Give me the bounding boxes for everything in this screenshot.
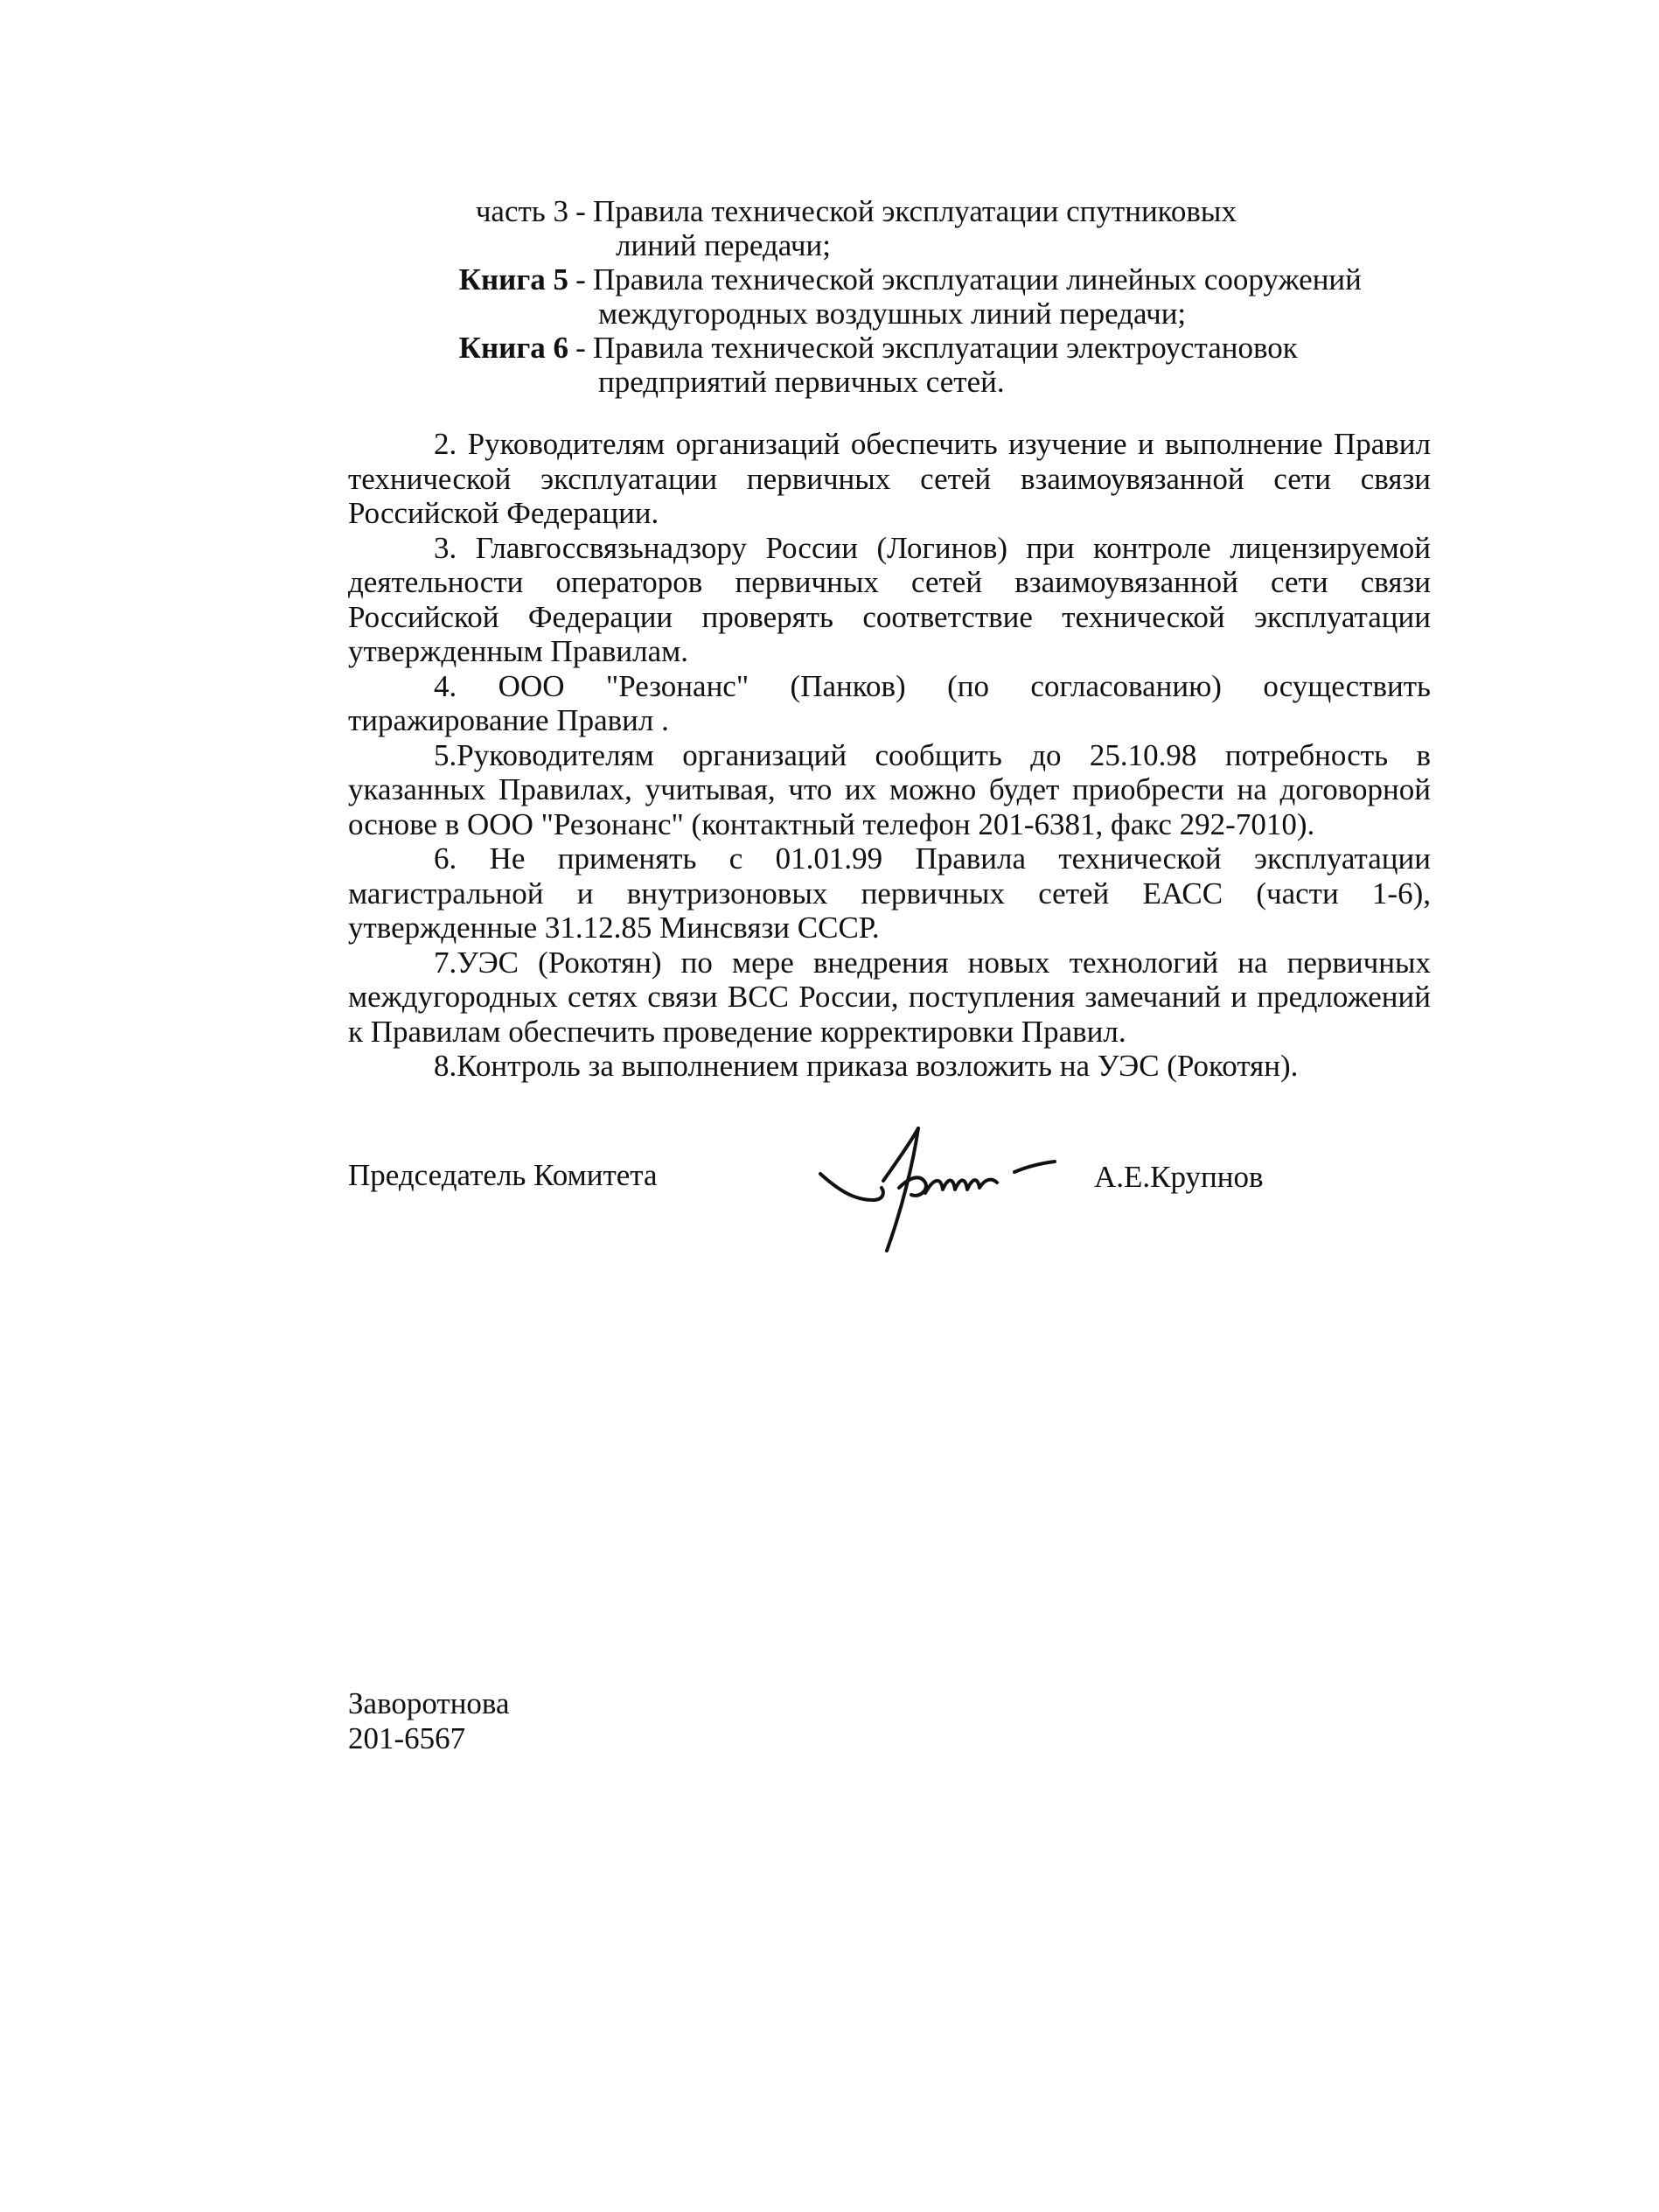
signer-title: Председатель Комитета [348,1158,658,1192]
list-item-text [593,331,1452,399]
list-item [437,331,1452,399]
clause-paragraph: 5.Руководителям организаций сообщить до 25.10.98 потребность в указанных Правилах, учитывая, что их можно будет приобрести на договорной основе в ООО "Резонанс" (контактный телефон 201-6381, факс 292-7010). [348,737,1431,841]
list-item-line: линий передачи; [616,228,831,262]
clause-paragraph: 4. ООО "Резонанс" (Панков) (по согласованию) осуществить тиражирование Правил . [348,668,1431,737]
rules-book-list [437,194,1452,399]
list-item-dash: - [575,331,586,365]
list-item-text [593,194,1452,262]
list-item-label: Книга 5 [458,262,568,297]
list-item [437,194,1452,262]
signature-block [348,1146,1432,1268]
list-item [437,262,1452,331]
list-item-line: Правила технической эксплуатации электроустановок [593,331,1298,365]
clause-paragraph: 8.Контроль за выполнением приказа возложить на УЭС (Рокотян). [434,1049,1299,1083]
list-item-label: часть 3 [475,194,568,228]
list-item-label: Книга 6 [458,331,568,365]
executor-contact [348,1686,510,1756]
list-item-dash: - [575,194,586,228]
list-item-line: междугородных воздушных линий передачи; [598,297,1187,331]
list-item-line: Правила технической эксплуатации линейных сооружений [593,262,1362,297]
list-item-line: Правила технической эксплуатации спутниковых [593,194,1237,228]
list-item-line: предприятий первичных сетей. [598,365,1005,399]
clause-paragraph: 7.УЭС (Рокотян) по мере внедрения новых технологий на первичных междугородных сетях связи ВСС России, поступления замечаний и предложений к Правилам обеспечить проведение корректировки Правил. [348,945,1431,1049]
order-clauses [348,427,1431,1084]
handwritten-signature [812,1120,1074,1260]
clause-paragraph: 3. Главгоссвязьнадзору России (Логинов) при контроле лицензируемой деятельности операторов первичных сетей взаимоувязанной сети связи Российской Федерации проверять соответствие технической эксплуатации утвержденным Правилам. [348,530,1431,668]
signer-name: А.Е.Крупнов [1094,1160,1264,1194]
list-item-text [593,262,1452,331]
clause-paragraph: 2. Руководителям организаций обеспечить изучение и выполнение Правил технической эксплуатации первичных сетей взаимоувязанной сети связи Российской Федерации. [348,427,1431,530]
clause-paragraph: 6. Не применять с 01.01.99 Правила технической эксплуатации магистральной и внутризоновых первичных сетей ЕАСС (части 1-6), утвержденные 31.12.85 Минсвязи СССР. [348,841,1431,945]
executor-phone: 201-6567 [348,1721,466,1755]
list-item-dash: - [575,262,586,297]
executor-name: Заворотнова [348,1686,510,1720]
